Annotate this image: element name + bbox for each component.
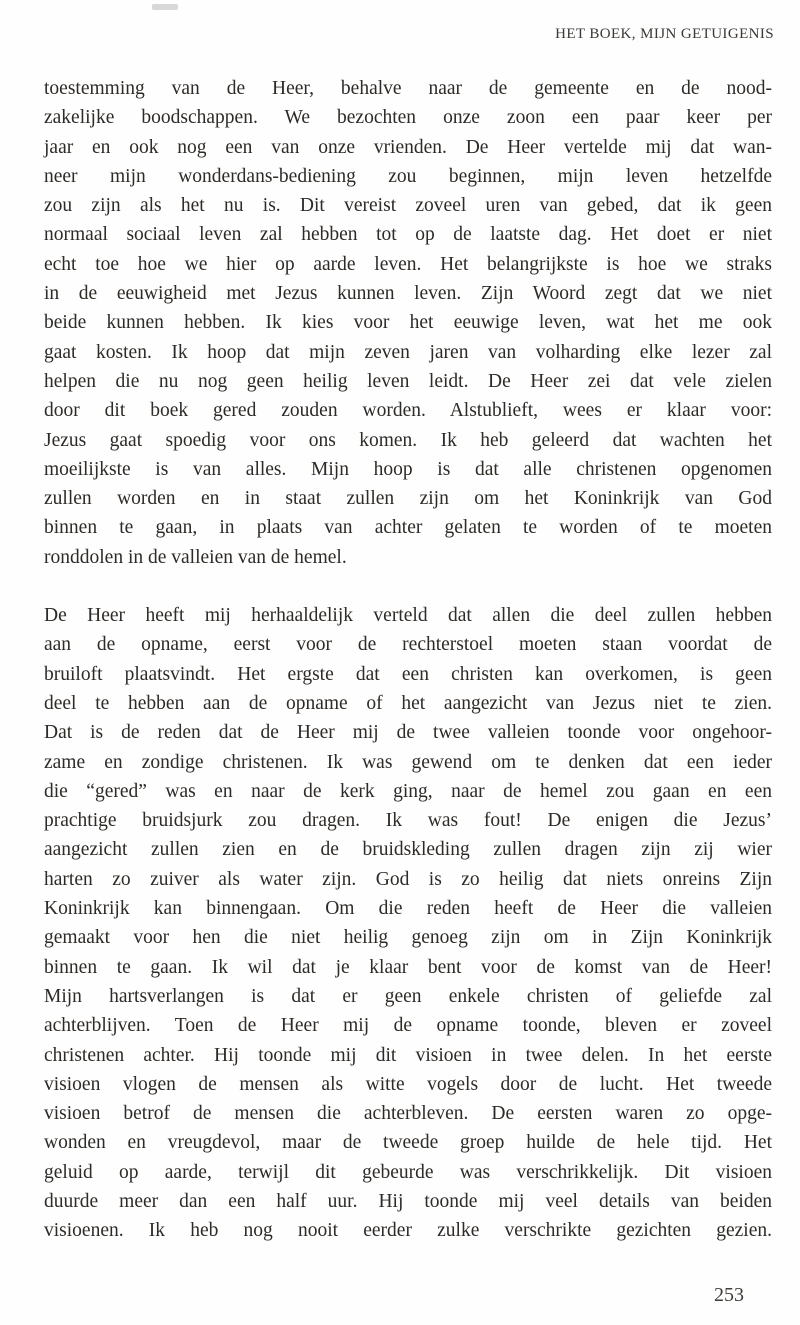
- text-line: ronddolen in de valleien van de hemel.: [44, 546, 347, 568]
- text-line: zame en zondige christenen. Ik was gewend om te denken dat een ieder: [44, 751, 772, 773]
- page-body: [44, 74, 772, 1246]
- text-line: normaal sociaal leven zal hebben tot op de laatste dag. Het doet er niet: [44, 224, 772, 246]
- text-line: Dat is de reden dat de Heer mij de twee valleien toonde voor ongehoor-: [44, 722, 772, 744]
- text-line: prachtige bruidsjurk zou dragen. Ik was fout! De enigen die Jezus’: [44, 810, 772, 832]
- text-line: die “gered” was en naar de kerk ging, naar de hemel zou gaan en een: [44, 780, 772, 802]
- text-line: achterblijven. Toen de Heer mij de opname toonde, bleven er zoveel: [44, 1015, 772, 1037]
- text-line: aangezicht zullen zien en de bruidskleding zullen dragen zijn zij wier: [44, 839, 772, 861]
- text-line: toestemming van de Heer, behalve naar de gemeente en de nood-: [44, 78, 772, 99]
- text-line: De Heer heeft mij herhaaldelijk verteld dat allen die deel zullen hebben: [44, 605, 772, 627]
- text-line: geluid op aarde, terwijl dit gebeurde was verschrikkelijk. Dit visioen: [44, 1161, 772, 1183]
- text-line: echt toe hoe we hier op aarde leven. Het belangrijkste is hoe we straks: [44, 253, 772, 275]
- text-line: visioen betrof de mensen die achterbleven. De eersten waren zo opge-: [44, 1103, 772, 1125]
- text-line: zou zijn als het nu is. Dit vereist zoveel uren van gebed, dat ik geen: [44, 195, 772, 217]
- text-line: bruiloft plaatsvindt. Het ergste dat een christen kan overkomen, is geen: [44, 663, 772, 685]
- scan-smudge-artifact: [152, 4, 178, 10]
- text-line: visioenen. Ik heb nog nooit eerder zulke verschrikte gezichten gezien.: [44, 1220, 772, 1242]
- text-line: zullen worden en in staat zullen zijn om het Koninkrijk van God: [44, 488, 772, 510]
- text-line: Mijn hartsverlangen is dat er geen enkele christen of geliefde zal: [44, 985, 772, 1007]
- text-line: christenen achter. Hij toonde mij dit visioen in twee delen. In het eerste: [44, 1044, 772, 1066]
- paragraph-2: [44, 601, 772, 1246]
- text-line: gaat kosten. Ik hoop dat mijn zeven jaren van volharding elke lezer zal: [44, 341, 772, 363]
- text-line: jaar en ook nog een van onze vrienden. De Heer vertelde mij dat wan-: [44, 136, 772, 158]
- text-line: wonden en vreugdevol, maar de tweede groep huilde de hele tijd. Het: [44, 1132, 772, 1154]
- text-line: helpen die nu nog geen heilig leven leidt. De Heer zei dat vele zielen: [44, 370, 772, 392]
- text-line: in de eeuwigheid met Jezus kunnen leven. Zijn Woord zegt dat we niet: [44, 283, 772, 305]
- text-line: moeilijkste is van alles. Mijn hoop is dat alle christenen opgenomen: [44, 458, 772, 480]
- page-number: 253: [714, 1284, 744, 1306]
- text-line: zakelijke boodschappen. We bezochten onze zoon een paar keer per: [44, 107, 772, 129]
- text-line: Jezus gaat spoedig voor ons komen. Ik heb geleerd dat wachten het: [44, 429, 772, 451]
- text-line: Koninkrijk kan binnengaan. Om die reden heeft de Heer die valleien: [44, 898, 772, 920]
- text-line: door dit boek gered zouden worden. Alstublieft, wees er klaar voor:: [44, 400, 772, 422]
- text-line: visioen vlogen de mensen als witte vogels door de lucht. Het tweede: [44, 1073, 772, 1095]
- text-line: harten zo zuiver als water zijn. God is zo heilig dat niets onreins Zijn: [44, 868, 772, 890]
- running-header: HET BOEK, MIJN GETUIGENIS: [555, 26, 774, 42]
- text-line: binnen te gaan. Ik wil dat je klaar bent voor de komst van de Heer!: [44, 956, 772, 978]
- text-line: binnen te gaan, in plaats van achter gelaten te worden of te moeten: [44, 517, 772, 539]
- text-line: neer mijn wonderdans-bediening zou beginnen, mijn leven hetzelfde: [44, 165, 772, 187]
- text-line: gemaakt voor hen die niet heilig genoeg zijn om in Zijn Koninkrijk: [44, 927, 772, 949]
- text-line: beide kunnen hebben. Ik kies voor het eeuwige leven, wat het me ook: [44, 312, 772, 334]
- paragraph-1: [44, 74, 772, 572]
- text-line: aan de opname, eerst voor de rechterstoel moeten staan voordat de: [44, 634, 772, 656]
- text-line: duurde meer dan een half uur. Hij toonde mij veel details van beiden: [44, 1190, 772, 1212]
- text-line: deel te hebben aan de opname of het aangezicht van Jezus niet te zien.: [44, 692, 772, 714]
